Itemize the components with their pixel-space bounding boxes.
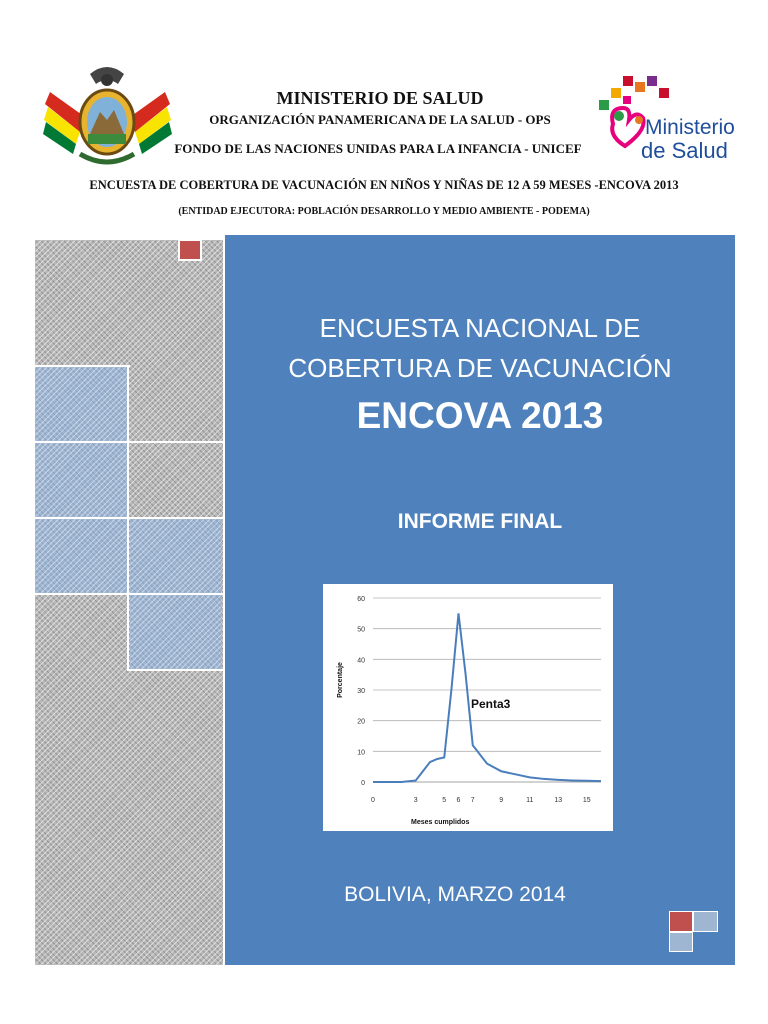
cover-title-main: ENCOVA 2013	[356, 395, 604, 436]
mosaic-divider	[127, 365, 129, 443]
mosaic-divider	[35, 517, 223, 519]
y-axis-label: Porcentaje	[337, 662, 344, 698]
header-ministry: MINISTERIO DE SALUD	[276, 88, 484, 108]
y-tick-label: 0	[361, 780, 365, 787]
x-tick-label: 3	[413, 797, 418, 804]
mosaic-divider	[35, 441, 223, 443]
x-tick-label: 9	[499, 797, 504, 804]
penta3-chart	[323, 584, 613, 831]
logo-text-ministerio: Ministerio	[645, 116, 735, 139]
x-tick-label: 5	[442, 797, 447, 804]
header-survey-title: ENCUESTA DE COBERTURA DE VACUNACIÓN EN NIÑOS Y NIÑAS DE 12 A 59 MESES -ENCOVA 2013	[89, 178, 679, 192]
mosaic-tile	[35, 519, 127, 593]
y-tick-label: 50	[357, 626, 365, 634]
x-tick-label: 6	[456, 797, 461, 804]
cover-title-line2: COBERTURA DE VACUNACIÓN	[288, 353, 672, 383]
cover-panel	[225, 235, 735, 965]
cover-subtitle: INFORME FINAL	[397, 510, 563, 533]
y-tick-label: 60	[357, 596, 365, 603]
mosaic-divider	[127, 669, 223, 671]
header-unicef: FONDO DE LAS NACIONES UNIDAS PARA LA INFANCIA - UNICEF	[174, 141, 582, 156]
accent-square-blue	[669, 932, 693, 952]
cover-title-line1: ENCUESTA NACIONAL DE	[319, 313, 641, 343]
mosaic-tile	[35, 367, 127, 441]
x-tick-label: 0	[371, 797, 375, 804]
y-tick-label: 20	[357, 718, 365, 726]
cover-footer: BOLIVIA, MARZO 2014	[344, 883, 566, 906]
x-axis-label: Meses cumplidos	[411, 819, 470, 826]
series-annotation: Penta3	[471, 697, 511, 711]
decorative-mosaic	[35, 240, 223, 965]
logo-text-de-salud: de Salud	[641, 138, 728, 163]
chart-svg	[323, 584, 613, 831]
mosaic-divider	[35, 593, 223, 595]
mosaic-divider	[35, 365, 130, 367]
mosaic-divider	[127, 593, 129, 671]
header-ops: ORGANIZACIÓN PANAMERICANA DE LA SALUD - OPS	[209, 112, 551, 127]
x-tick-label: 7	[470, 797, 475, 804]
ministerio-de-salud-logo	[595, 74, 740, 166]
header-executor: (ENTIDAD EJECUTORA: POBLACIÓN DESARROLLO Y MEDIO AMBIENTE - PODEMA)	[178, 206, 590, 217]
pixel-squares-icon	[599, 76, 669, 110]
mosaic-tile	[35, 443, 127, 517]
accent-square-blue	[693, 911, 718, 932]
accent-red-square	[178, 239, 202, 261]
mosaic-tile	[130, 595, 222, 669]
mosaic-tile	[130, 519, 222, 593]
y-tick-label: 30	[357, 688, 365, 695]
accent-square-red	[669, 911, 693, 932]
x-tick-label: 15	[582, 797, 591, 804]
y-tick-label: 10	[357, 749, 365, 757]
x-tick-label: 13	[554, 797, 563, 804]
y-tick-label: 40	[357, 657, 365, 665]
x-tick-label: 11	[526, 797, 534, 804]
